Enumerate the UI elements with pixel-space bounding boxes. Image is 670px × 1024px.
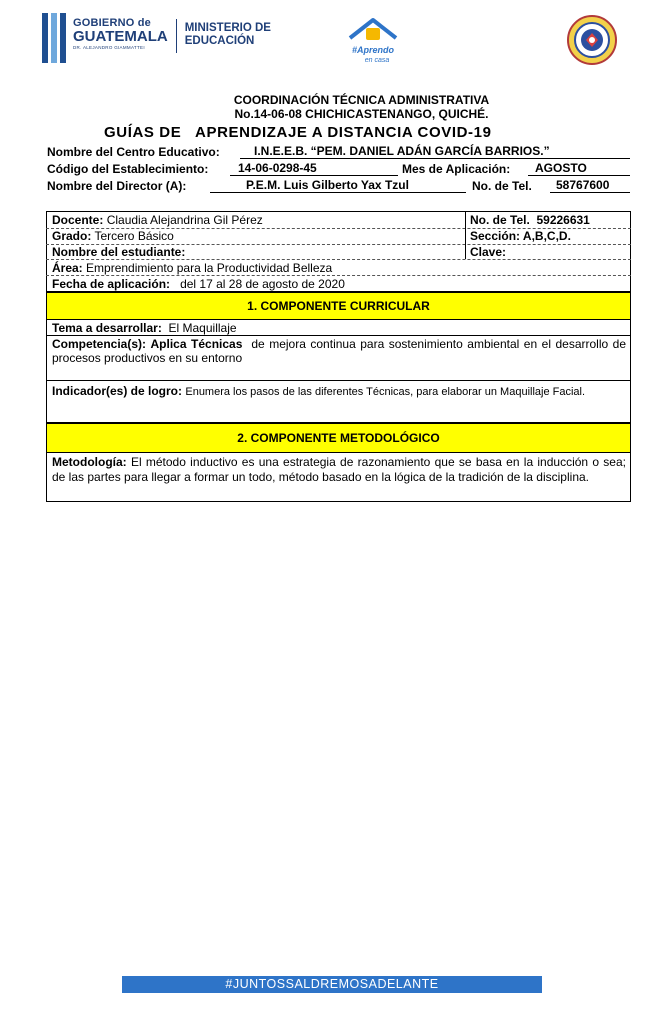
numero-title: No.14-06-08 CHICHICASTENANGO, QUICHÉ. bbox=[234, 107, 489, 121]
tel-value: 58767600 bbox=[550, 179, 630, 193]
area-row: Área: Emprendimiento para la Productividad Belleza bbox=[52, 261, 333, 275]
centro-value: I.N.E.E.B. “PEM. DANIEL ADÁN GARCÍA BARRIOS.” bbox=[240, 145, 630, 159]
indicador-row: Indicador(es) de logro: Enumera los pasos de las diferentes Técnicas, para elaborar un Maquillaje Facial. bbox=[52, 384, 586, 398]
docente-row: Docente: Claudia Alejandrina Gil Pérez bbox=[52, 213, 263, 227]
estudiante-label: Nombre del estudiante: bbox=[52, 245, 186, 259]
competencia-value: de mejora continua para sostenimiento ambiental en el desarrollo de procesos productivos en su entorno bbox=[52, 337, 626, 365]
tel-label: No. de Tel. bbox=[472, 179, 532, 193]
svg-text:en casa: en casa bbox=[364, 57, 390, 64]
tema-value: El Maquillaje bbox=[168, 321, 237, 335]
director-label: Nombre del Director (A): bbox=[47, 179, 187, 193]
gobierno-guatemala-logo bbox=[42, 12, 271, 64]
metodologia-row: Metodología: El método inductivo es una estrategia de razonamiento que se basa en la inducción o sea; de las partes para llegar a formar un todo, método basado en la lógica de la tradición de la disciplina. bbox=[52, 455, 626, 484]
guias-title: GUÍAS DE APRENDIZAJE A DISTANCIA COVID-19 bbox=[104, 124, 492, 141]
mes-label: Mes de Aplicación: bbox=[402, 162, 511, 176]
fecha-value: del 17 al 28 de agosto de 2020 bbox=[180, 277, 345, 291]
componente-curricular-header: 1. COMPONENTE CURRICULAR bbox=[46, 292, 631, 320]
flag-stripes-icon bbox=[42, 13, 66, 63]
school-seal-icon bbox=[566, 14, 618, 66]
seccion-row: Sección: A,B,C,D. bbox=[470, 229, 571, 243]
logo-divider bbox=[176, 19, 177, 53]
codigo-label: Código del Establecimiento: bbox=[47, 162, 209, 176]
grado-value: Tercero Básico bbox=[94, 229, 174, 243]
componente-metodologico-header: 2. COMPONENTE METODOLÓGICO bbox=[46, 423, 631, 453]
coordinacion-title: COORDINACIÓN TÉCNICA ADMINISTRATIVA bbox=[233, 93, 490, 107]
svg-text:#Aprendo: #Aprendo bbox=[351, 45, 395, 55]
centro-label: Nombre del Centro Educativo: bbox=[47, 145, 220, 159]
footer-hashtag-banner: #JUNTOSSALDREMOSADELANTE bbox=[122, 976, 542, 993]
fecha-row: Fecha de aplicación: del 17 al 28 de agosto de 2020 bbox=[52, 277, 345, 291]
director-value: P.E.M. Luis Gilberto Yax Tzul bbox=[210, 179, 466, 193]
docente-value: Claudia Alejandrina Gil Pérez bbox=[106, 213, 263, 227]
codigo-value: 14-06-0298-45 bbox=[230, 162, 398, 176]
area-value: Emprendimiento para la Productividad Belleza bbox=[86, 261, 333, 275]
metodologia-value: El método inductivo es una estrategia de razonamiento que se basa en la inducción o sea; de las partes para llegar a formar un todo, método basado en la lógica de la tradición de la disciplina. bbox=[52, 455, 626, 484]
indicador-value: Enumera los pasos de las diferentes Técnicas, para elaborar un Maquillaje Facial. bbox=[185, 386, 586, 398]
gob-line1: GOBIERNO de bbox=[73, 17, 151, 29]
tema-row: Tema a desarrollar: El Maquillaje bbox=[52, 321, 237, 335]
clave-label: Clave: bbox=[470, 245, 507, 259]
mes-value: AGOSTO bbox=[528, 162, 630, 176]
aprendo-en-casa-logo bbox=[346, 16, 400, 68]
ministerio-educacion-label: MINISTERIO DE EDUCACIÓN bbox=[184, 22, 271, 47]
grado-row: Grado: Tercero Básico bbox=[52, 229, 174, 243]
docente-tel: No. de Tel. 59226631 bbox=[470, 213, 590, 227]
competencia-row: Competencia(s): Aplica Técnicas de mejora continua para sostenimiento ambiental en el desarrollo de procesos productivos en su entorno bbox=[52, 337, 626, 365]
gob-line2: GUATEMALA bbox=[73, 28, 168, 45]
gob-line3: DR. ALEJANDRO GIAMMATTEI bbox=[73, 45, 145, 50]
